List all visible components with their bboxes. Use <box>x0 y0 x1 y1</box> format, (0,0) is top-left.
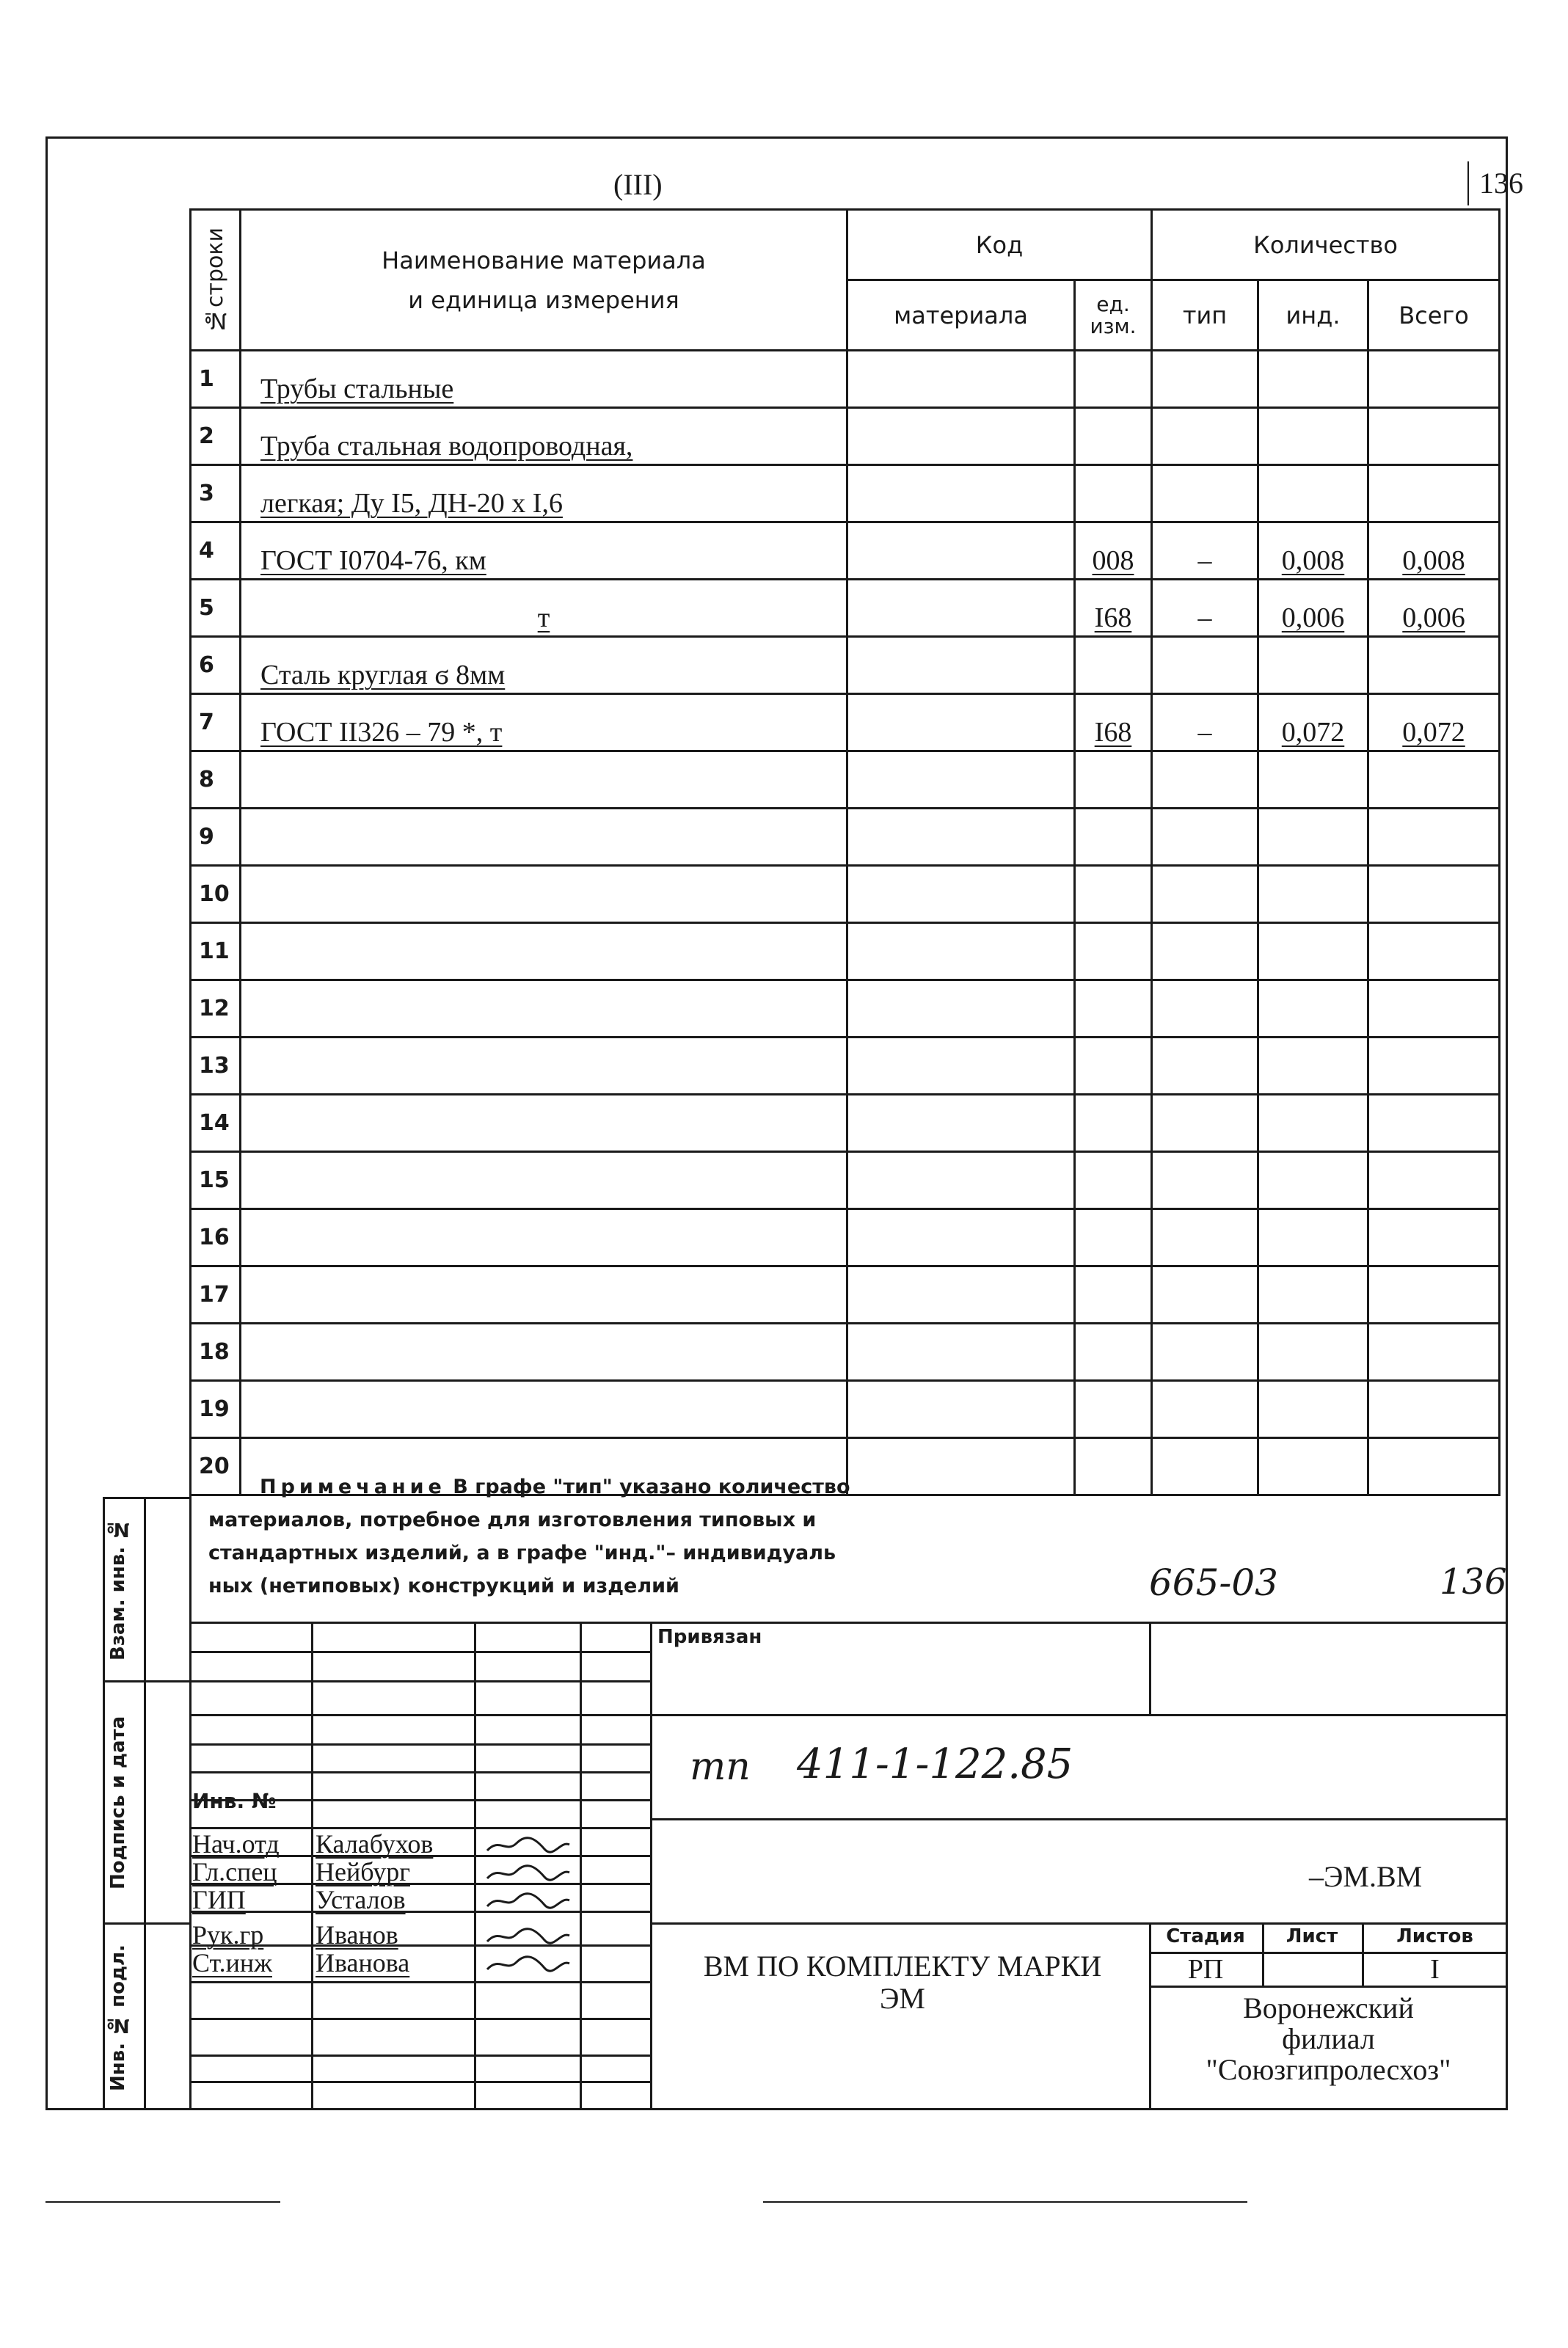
row-name <box>241 1038 847 1095</box>
row-type <box>1152 1209 1258 1266</box>
row-ind <box>1258 465 1368 522</box>
signature-mark <box>484 1864 572 1883</box>
row-total <box>1368 1381 1500 1438</box>
row-type <box>1152 1324 1258 1381</box>
note-block <box>208 1470 850 1603</box>
row-ind <box>1258 1152 1368 1209</box>
signatory-name: Иванова <box>316 1948 410 1977</box>
side-label-podpis: Подпись и дата <box>107 1716 129 1890</box>
row-unit <box>1075 1438 1152 1495</box>
row-type <box>1152 809 1258 866</box>
row-total <box>1368 1038 1500 1095</box>
signature-mark <box>484 1836 572 1855</box>
stamp-col-1 <box>311 1622 313 2110</box>
row-name <box>241 1152 847 1209</box>
row-material <box>847 1095 1075 1152</box>
row-total <box>1368 923 1500 980</box>
row-type <box>1152 1266 1258 1324</box>
row-unit <box>1075 637 1152 694</box>
stamp-grid-line <box>189 1981 650 1983</box>
row-unit <box>1075 1152 1152 1209</box>
stamp-stage-bottom-line <box>1149 1986 1508 1988</box>
table-row <box>191 751 1500 809</box>
organization <box>1149 1993 1508 2085</box>
row-total <box>1368 1209 1500 1266</box>
side-strip-div2 <box>103 1922 189 1925</box>
row-total <box>1368 809 1500 866</box>
row-type: – <box>1152 522 1258 580</box>
stamp-grid-line <box>189 1714 650 1716</box>
stamp-grid-line <box>189 1911 650 1913</box>
signatory-role: Гл.спец <box>192 1857 277 1886</box>
note-line3: стандартных изделий, а в графе "инд."– индивидуаль <box>208 1542 836 1564</box>
row-ind <box>1258 1095 1368 1152</box>
header-qty-ind: инд. <box>1258 280 1368 351</box>
row-total <box>1368 1438 1500 1495</box>
row-ind: 0,072 <box>1258 694 1368 751</box>
row-name <box>241 923 847 980</box>
sheet-number: 136 <box>1479 167 1523 200</box>
row-type: – <box>1152 694 1258 751</box>
inv-no-label: Инв. № <box>192 1789 277 1813</box>
row-type <box>1152 1095 1258 1152</box>
row-ind <box>1258 1038 1368 1095</box>
row-material <box>847 809 1075 866</box>
table-row <box>191 351 1500 408</box>
signatory-role: Рук.гр <box>192 1920 264 1950</box>
side-label-vzam: Взам. инв. № <box>107 1517 129 1661</box>
signatory-role: Нач.отд <box>192 1829 280 1859</box>
table-row <box>191 1152 1500 1209</box>
row-name <box>241 1266 847 1324</box>
row-unit <box>1075 1381 1152 1438</box>
row-material <box>847 1438 1075 1495</box>
row-unit <box>1075 751 1152 809</box>
row-unit <box>1075 1095 1152 1152</box>
row-number: 2 <box>191 408 241 465</box>
row-number: 15 <box>191 1152 241 1209</box>
row-unit <box>1075 1038 1152 1095</box>
row-ind <box>1258 1381 1368 1438</box>
org-line1: Воронежский <box>1243 1991 1414 2024</box>
note-line1: В графе "тип" указано количество <box>445 1476 850 1498</box>
table-row <box>191 522 1500 580</box>
row-name <box>241 1324 847 1381</box>
frame-left <box>45 136 48 2110</box>
row-number: 17 <box>191 1266 241 1324</box>
signature-mark <box>484 1927 572 1946</box>
stamp-grid-line <box>189 2018 650 2020</box>
row-number: 14 <box>191 1095 241 1152</box>
row-number: 4 <box>191 522 241 580</box>
row-material <box>847 1152 1075 1209</box>
row-ind <box>1258 1438 1368 1495</box>
table-body <box>191 351 1500 1495</box>
row-type <box>1152 1381 1258 1438</box>
row-name <box>241 1381 847 1438</box>
table-row <box>191 1381 1500 1438</box>
row-ind <box>1258 923 1368 980</box>
row-number: 20 <box>191 1438 241 1495</box>
signatory-name: Калабухов <box>316 1829 434 1859</box>
title-line1: ВМ ПО КОМПЛЕКТУ МАРКИ <box>703 1950 1102 1983</box>
row-name <box>241 1095 847 1152</box>
signatory-name: Иванов <box>316 1920 398 1950</box>
header-code: Код <box>847 210 1152 280</box>
row-name <box>241 1209 847 1266</box>
table-row <box>191 1038 1500 1095</box>
stamp-col-3 <box>580 1622 582 2110</box>
stamp-project-bottom <box>650 1818 1508 1820</box>
row-name: ГОСТ I0704-76, км <box>241 522 847 580</box>
signatory-name: Усталов <box>316 1885 406 1914</box>
row-material <box>847 980 1075 1038</box>
row-ind <box>1258 351 1368 408</box>
row-total: 0,072 <box>1368 694 1500 751</box>
row-unit <box>1075 408 1152 465</box>
frame-top <box>45 136 1506 139</box>
signatory-role: ГИП <box>192 1885 246 1914</box>
row-total <box>1368 980 1500 1038</box>
row-material <box>847 1381 1075 1438</box>
row-material <box>847 923 1075 980</box>
sheets-value: I <box>1430 1954 1440 1985</box>
row-name: т <box>241 580 847 637</box>
header-name: Наименование материала и единица измерения <box>241 210 847 351</box>
row-ind <box>1258 1209 1368 1266</box>
sheets-header: Листов <box>1396 1925 1473 1947</box>
row-ind <box>1258 1266 1368 1324</box>
row-type <box>1152 637 1258 694</box>
row-type <box>1152 408 1258 465</box>
stamp-project-top <box>650 1714 1508 1716</box>
row-material <box>847 465 1075 522</box>
table-row <box>191 923 1500 980</box>
row-total <box>1368 637 1500 694</box>
table-row <box>191 694 1500 751</box>
row-material <box>847 522 1075 580</box>
header-qty-type: тип <box>1152 280 1258 351</box>
row-total <box>1368 1152 1500 1209</box>
row-type <box>1152 1438 1258 1495</box>
row-total: 0,008 <box>1368 522 1500 580</box>
row-total: 0,006 <box>1368 580 1500 637</box>
frame-right <box>1506 136 1508 2110</box>
row-ind <box>1258 809 1368 866</box>
row-unit <box>1075 809 1152 866</box>
row-total <box>1368 351 1500 408</box>
stamp-grid-line <box>189 1680 650 1682</box>
row-unit <box>1075 1324 1152 1381</box>
row-ind <box>1258 751 1368 809</box>
row-ind <box>1258 637 1368 694</box>
row-name: Сталь круглая ϭ 8мм <box>241 637 847 694</box>
table-row <box>191 1266 1500 1324</box>
stamp-grid-line <box>189 1771 650 1773</box>
row-material <box>847 580 1075 637</box>
side-strip-middle <box>144 1497 146 2110</box>
table-row <box>191 465 1500 522</box>
row-material <box>847 1324 1075 1381</box>
row-material <box>847 751 1075 809</box>
row-unit: I68 <box>1075 580 1152 637</box>
signatory-role: Ст.инж <box>192 1948 272 1977</box>
row-material <box>847 866 1075 923</box>
row-material <box>847 351 1075 408</box>
org-line3: "Союзгипролесхоз" <box>1206 2053 1451 2086</box>
privyazan-label: Привязан <box>657 1626 762 1648</box>
side-strip-left <box>103 1497 105 2110</box>
header-quantity: Количество <box>1152 210 1500 280</box>
table-row <box>191 408 1500 465</box>
row-material <box>847 1038 1075 1095</box>
stamp-top-line <box>189 1622 1508 1624</box>
row-type <box>1152 1152 1258 1209</box>
designation: –ЭМ.ВМ <box>1309 1860 1423 1893</box>
stamp-title-top <box>650 1922 1508 1925</box>
document-title <box>660 1950 1145 2015</box>
table-row <box>191 637 1500 694</box>
row-material <box>847 408 1075 465</box>
row-unit <box>1075 351 1152 408</box>
row-name <box>241 980 847 1038</box>
top-label: (III) <box>613 168 663 201</box>
stamp-col-5 <box>1149 1622 1151 1716</box>
row-ind <box>1258 1324 1368 1381</box>
project-number: 411-1-122.85 <box>797 1740 1073 1788</box>
row-name: ГОСТ II326 – 79 *, т <box>241 694 847 751</box>
org-line2: филиал <box>1282 2022 1375 2055</box>
row-total <box>1368 408 1500 465</box>
row-material <box>847 1266 1075 1324</box>
row-name: Трубы стальные <box>241 351 847 408</box>
table-row <box>191 980 1500 1038</box>
row-ind <box>1258 408 1368 465</box>
row-name: Труба стальная водопроводная, <box>241 408 847 465</box>
row-number: 12 <box>191 980 241 1038</box>
row-type <box>1152 866 1258 923</box>
table-row <box>191 809 1500 866</box>
note-line2: материалов, потребное для изготовления типовых и <box>208 1509 817 1531</box>
note-lead: Примечание <box>260 1476 446 1498</box>
specification-table <box>189 208 1500 1496</box>
stage-header: Стадия <box>1166 1925 1245 1947</box>
row-type: – <box>1152 580 1258 637</box>
row-unit <box>1075 980 1152 1038</box>
sheet-header: Лист <box>1286 1925 1338 1947</box>
row-number: 3 <box>191 465 241 522</box>
header-row-number: №строки <box>191 210 241 351</box>
row-type <box>1152 923 1258 980</box>
signature-mark <box>484 1892 572 1911</box>
row-number: 7 <box>191 694 241 751</box>
note-line4: ных (нетиповых) конструкций и изделий <box>208 1575 679 1597</box>
row-type <box>1152 1038 1258 1095</box>
row-total <box>1368 751 1500 809</box>
row-number: 10 <box>191 866 241 923</box>
header-code-unit: ед. изм. <box>1075 280 1152 351</box>
row-type <box>1152 751 1258 809</box>
row-type <box>1152 351 1258 408</box>
row-material <box>847 694 1075 751</box>
signature-mark <box>484 1955 572 1974</box>
row-number: 9 <box>191 809 241 866</box>
table-row <box>191 866 1500 923</box>
row-number: 1 <box>191 351 241 408</box>
row-number: 5 <box>191 580 241 637</box>
row-number: 11 <box>191 923 241 980</box>
row-unit <box>1075 923 1152 980</box>
row-number: 8 <box>191 751 241 809</box>
scan-mark-2 <box>763 2201 1247 2203</box>
stamp-grid-line <box>189 1743 650 1746</box>
stage-value: РП <box>1187 1954 1224 1985</box>
header-code-material: материала <box>847 280 1075 351</box>
row-number: 16 <box>191 1209 241 1266</box>
row-total <box>1368 465 1500 522</box>
row-unit <box>1075 866 1152 923</box>
frame-bottom <box>45 2108 1508 2110</box>
row-name <box>241 866 847 923</box>
row-name: легкая; Ду I5, ДН-20 х I,6 <box>241 465 847 522</box>
stamp-grid-line <box>189 2054 650 2057</box>
row-material <box>847 637 1075 694</box>
row-unit: I68 <box>1075 694 1152 751</box>
row-unit <box>1075 1209 1152 1266</box>
row-unit <box>1075 465 1152 522</box>
handwritten-doc-code: 665-03 <box>1149 1561 1278 1604</box>
row-name <box>241 809 847 866</box>
tp-prefix: тп <box>690 1745 751 1789</box>
row-ind: 0,006 <box>1258 580 1368 637</box>
table-row <box>191 1209 1500 1266</box>
stamp-col-2 <box>474 1622 476 2110</box>
side-strip-top <box>103 1497 189 1499</box>
row-number: 13 <box>191 1038 241 1095</box>
row-material <box>847 1209 1075 1266</box>
side-label-inv-podl: Инв. № подл. <box>107 1944 129 2091</box>
row-total <box>1368 1095 1500 1152</box>
handwritten-sheet: 136 <box>1440 1561 1507 1603</box>
stamp-col-4 <box>650 1622 652 2110</box>
signatory-name: Нейбург <box>316 1857 410 1886</box>
title-line2: ЭМ <box>880 1982 925 2015</box>
stamp-grid-line <box>189 1651 650 1653</box>
side-strip-div1 <box>103 1680 189 1682</box>
row-total <box>1368 866 1500 923</box>
table-row <box>191 1324 1500 1381</box>
row-unit <box>1075 1266 1152 1324</box>
scan-mark-1 <box>45 2201 280 2203</box>
row-total <box>1368 1266 1500 1324</box>
stamp-grid-line <box>189 2081 650 2083</box>
table-row <box>191 1095 1500 1152</box>
row-unit: 008 <box>1075 522 1152 580</box>
row-ind <box>1258 866 1368 923</box>
row-type <box>1152 980 1258 1038</box>
row-total <box>1368 1324 1500 1381</box>
row-type <box>1152 465 1258 522</box>
row-number: 6 <box>191 637 241 694</box>
row-number: 19 <box>191 1381 241 1438</box>
header-qty-total: Всего <box>1368 280 1500 351</box>
sheet-number-divider <box>1467 161 1469 205</box>
row-ind: 0,008 <box>1258 522 1368 580</box>
table-row <box>191 580 1500 637</box>
row-number: 18 <box>191 1324 241 1381</box>
row-name <box>241 751 847 809</box>
row-ind <box>1258 980 1368 1038</box>
